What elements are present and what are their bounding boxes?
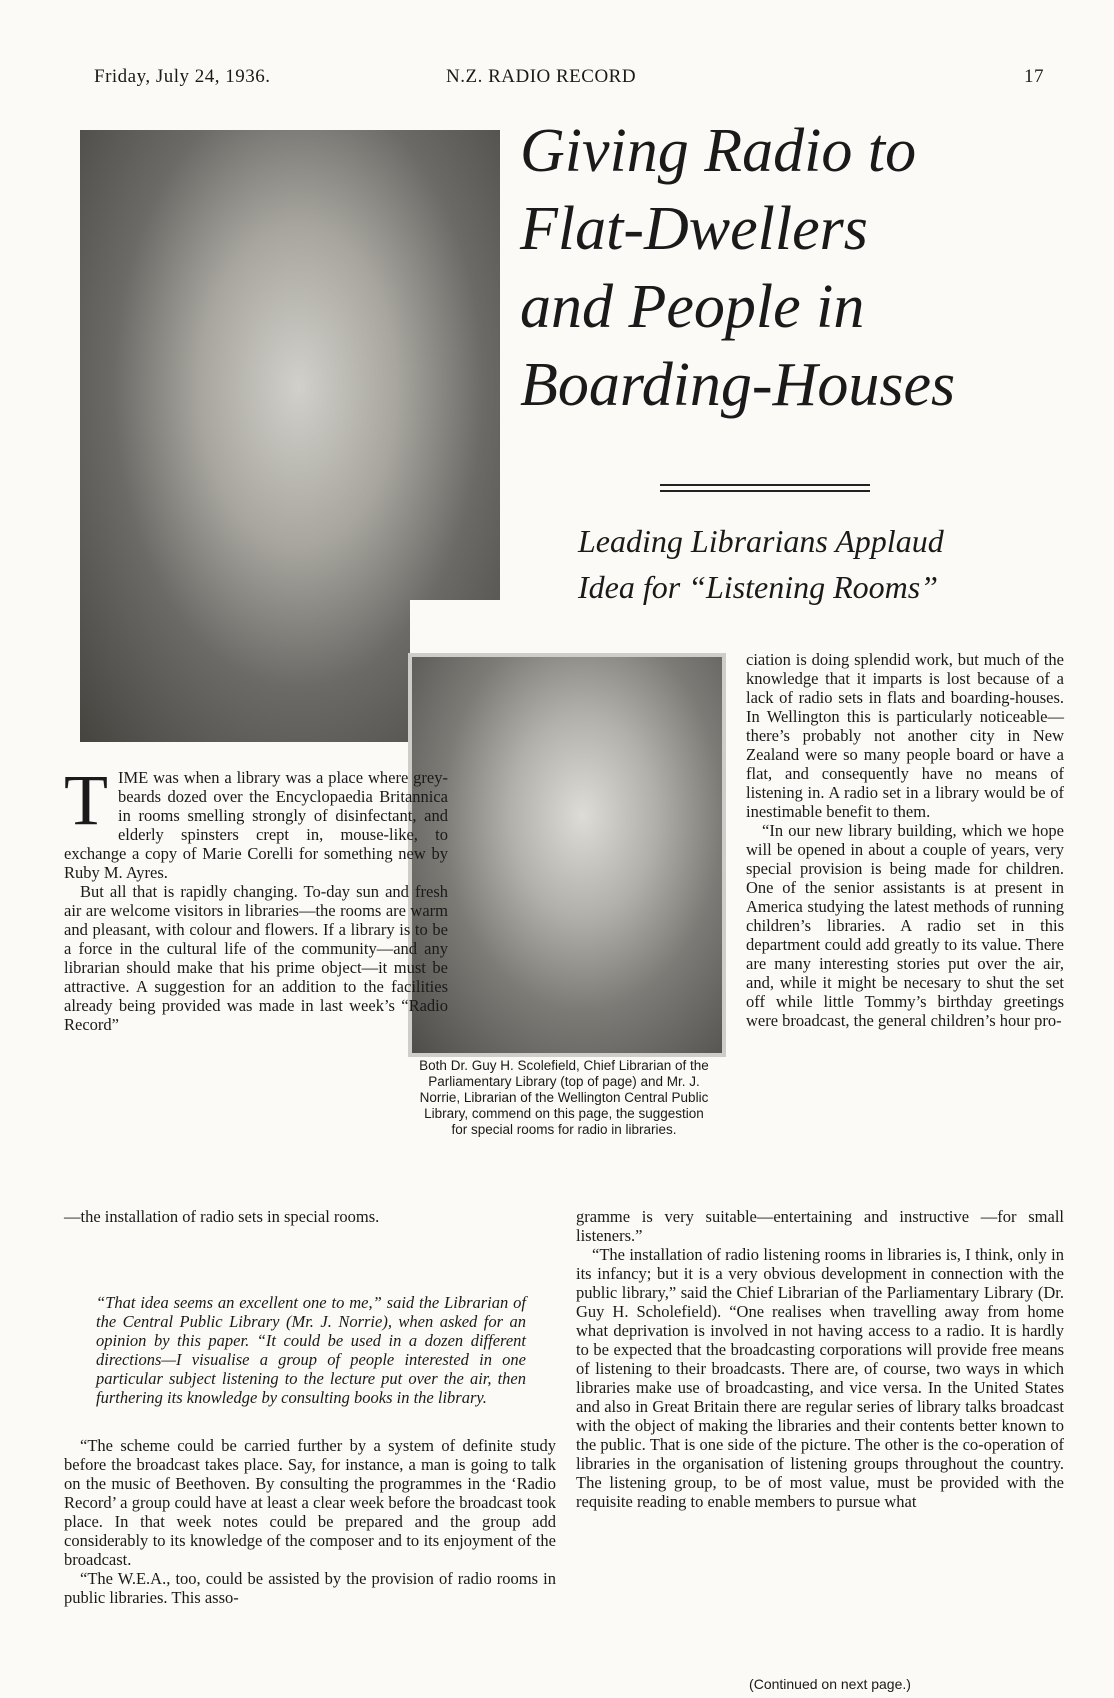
headline-divider (660, 484, 870, 486)
article-paragraph: “The installation of radio listening rooms in libraries is, I think, only in its infancy; but it is a very obvious development in connection with the public library,” said the Chief Librarian of the Parliamentary Library (Dr. Guy H. Scholefield). “One realises when travelling away from home what deprivation is involved in not having access to a radio. It is hardly to be expected that the broadcasting corporations will provide free means of listening to their broadcasts. There are, of course, two ways in which libraries make use of broadcasting, and vice versa. In the United States and also in Great Britain there are regular series of library talks broadcast with the object of making the libraries and their contents better known to the public. That is one side of the picture. The other is the co-operation of libraries in the organisation of listening groups throughout the country. The listening group, to be of most value, must be provided with the requisite reading to enable members to pursue what (576, 1245, 1064, 1511)
article-paragraph: “In our new library building, which we hope will be opened in about a couple of years, very special provision is being made for children. One of the senior assistants is at present in America studying the latest methods of running children’s libraries. A radio set in this department could add greatly to its value. There are many interesting stories put over the air, and, while it might be necesary to shut the set off while little Tommy’s birthday greetings were broadcast, the general children’s hour pro- (746, 821, 1064, 1030)
headline-line-2: Flat-Dwellers (520, 195, 868, 263)
publication-name: N.Z. RADIO RECORD (446, 66, 637, 87)
portrait-photo-scholefield (80, 130, 500, 742)
page-header (94, 66, 1044, 90)
article-column-left-top (64, 760, 448, 1034)
portrait-photo-norrie (408, 653, 726, 1057)
headline (520, 112, 1080, 424)
article-paragraph: “The scheme could be carried further by a system of definite study before the broadcast takes place. Say, for instance, a man is going to talk on the music of Beethoven. By consulting the programmes in the ‘Radio Record’ a group could have at least a clear week before the broadcast took place. In that week notes could be prepared and the group add considerably to its knowledge of the composer and to its enjoyment of the broadcast. (64, 1436, 556, 1569)
article-column-left-bottom (64, 1436, 556, 1607)
norrie-quote: “That idea seems an excellent one to me,” said the Librarian of the Central Public Library (Mr. J. Norrie), when asked for an opinion by this paper. “It could be used in a dozen different directions—I visualise a group of people interested in one particular subject listening to the lecture put over the air, then furthering its knowledge by consulting books in the library. (96, 1293, 526, 1407)
headline-line-3: and People in (520, 273, 865, 341)
headline-divider (660, 490, 870, 492)
subheadline-line-1: Leading Librarians Applaud (578, 523, 944, 559)
article-paragraph: But all that is rapidly changing. To-day sun and fresh air are welcome visitors in libraries—the rooms are warm and pleasant, with colour and flowers. If a library is to be a force in the cultural life of the community—and any librarian should make that his prime object—it must be attractive. A suggestion for an addition to the facilities already being provided was made in last week’s “Radio Record” (64, 882, 448, 1034)
subheadline (578, 518, 1058, 610)
article-paragraph: ciation is doing splendid work, but much of the knowledge that it imparts is lost because of a lack of radio sets in flats and boarding-houses. In Wellington this is particularly noticeable—there’s probably not another city in New Zealand were so many people board or have a flat, and consequently have no means of listening in. A radio set in a library would be of inestimable benefit to them. (746, 650, 1064, 821)
article-column-right-top (746, 650, 1064, 1030)
article-column-right-bottom (576, 1207, 1064, 1511)
headline-line-1: Giving Radio to (520, 117, 917, 185)
article-paragraph: “The W.E.A., too, could be assisted by the provision of radio rooms in public libraries. This asso- (64, 1569, 556, 1607)
article-paragraph: IME was when a library was a place where grey-beards dozed over the Encyclopaedia Britannica in rooms smelling strongly of disinfectant, and elderly spinsters crept in, mouse-like, to exchange a copy of Marie Corelli for something new by Ruby M. Ayres. (64, 768, 448, 882)
drop-cap: T (64, 760, 108, 840)
continued-notice: (Continued on next page.) (749, 1676, 911, 1692)
headline-line-4: Boarding-Houses (520, 351, 956, 419)
article-paragraph: gramme is very suitable—entertaining and instructive —for small listeners.” (576, 1207, 1064, 1245)
issue-date: Friday, July 24, 1936. (94, 66, 271, 87)
page-number: 17 (1024, 66, 1044, 87)
subheadline-line-2: Idea for “Listening Rooms” (578, 569, 939, 605)
photo-caption: Both Dr. Guy H. Scolefield, Chief Librarian of the Parliamentary Library (top of page) and Mr. J. Norrie, Librarian of the Wellington Central Public Library, commend on this page, the suggestion for special rooms for radio in libraries. (419, 1058, 709, 1137)
article-paragraph-end: —the installation of radio sets in special rooms. (64, 1207, 380, 1226)
